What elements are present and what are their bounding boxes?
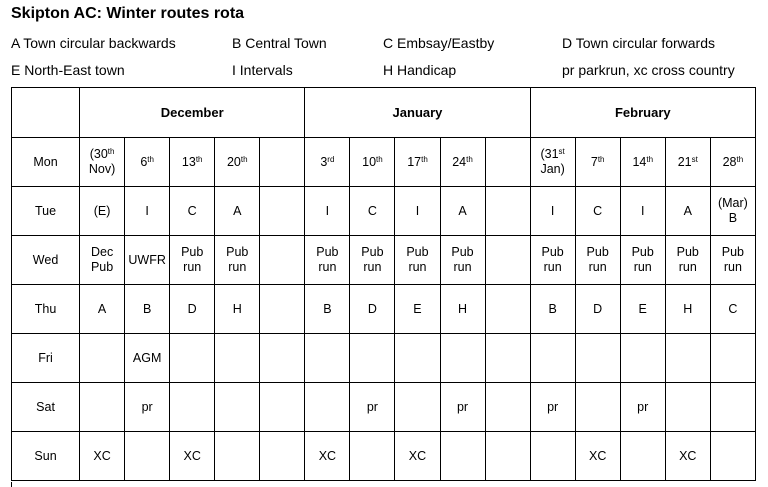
route-cell xyxy=(305,334,350,383)
rota-table xyxy=(11,87,756,481)
legend-pr-xc: pr parkrun, xc cross country xyxy=(562,62,735,78)
route-cell xyxy=(485,432,530,481)
route-cell: A xyxy=(440,187,485,236)
route-cell: B xyxy=(305,285,350,334)
route-cell xyxy=(215,432,260,481)
date-cell xyxy=(260,138,305,187)
day-label: Sun xyxy=(12,432,80,481)
route-cell xyxy=(485,334,530,383)
day-label: Tue xyxy=(12,187,80,236)
route-cell: C xyxy=(575,187,620,236)
route-cell: C xyxy=(350,187,395,236)
route-cell xyxy=(485,187,530,236)
route-cell xyxy=(80,334,125,383)
date-cell: 20th xyxy=(215,138,260,187)
route-cell: XC xyxy=(80,432,125,481)
route-cell xyxy=(215,383,260,432)
route-cell xyxy=(260,187,305,236)
date-cell: 21st xyxy=(665,138,710,187)
route-cell xyxy=(530,334,575,383)
route-cell: pr xyxy=(125,383,170,432)
table-row xyxy=(12,187,756,236)
legend-c: C Embsay/Eastby xyxy=(383,35,495,51)
route-cell: pr xyxy=(350,383,395,432)
route-cell xyxy=(440,432,485,481)
route-cell xyxy=(260,334,305,383)
table-row xyxy=(12,334,756,383)
date-cell: 28th xyxy=(710,138,755,187)
route-cell: (Mar) B xyxy=(710,187,755,236)
route-cell: XC xyxy=(665,432,710,481)
legend-h: H Handicap xyxy=(383,62,457,78)
date-cell: 7th xyxy=(575,138,620,187)
route-cell xyxy=(395,383,440,432)
route-cell: C xyxy=(170,187,215,236)
date-cell xyxy=(485,138,530,187)
route-cell: Pub run xyxy=(575,236,620,285)
date-cell: 14th xyxy=(620,138,665,187)
route-cell: pr xyxy=(530,383,575,432)
legend-a: A Town circular backwards xyxy=(11,35,176,51)
month-header-row xyxy=(12,88,756,138)
route-cell xyxy=(260,432,305,481)
route-cell xyxy=(485,236,530,285)
route-cell: I xyxy=(530,187,575,236)
route-cell: H xyxy=(665,285,710,334)
route-cell: D xyxy=(350,285,395,334)
legend-b: B Central Town xyxy=(232,35,327,51)
route-cell: AGM xyxy=(125,334,170,383)
date-cell: (31st Jan) xyxy=(530,138,575,187)
route-cell xyxy=(710,432,755,481)
route-cell: pr xyxy=(620,383,665,432)
route-cell xyxy=(170,334,215,383)
route-cell xyxy=(620,334,665,383)
route-cell: A xyxy=(215,187,260,236)
corner-cell xyxy=(12,88,80,138)
route-cell: I xyxy=(125,187,170,236)
route-cell: A xyxy=(665,187,710,236)
route-cell: Pub run xyxy=(710,236,755,285)
legend-d: D Town circular forwards xyxy=(562,35,716,51)
route-cell xyxy=(575,383,620,432)
table-row xyxy=(12,432,756,481)
mon-row xyxy=(12,138,756,187)
route-cell xyxy=(485,285,530,334)
route-cell xyxy=(665,334,710,383)
route-cell xyxy=(620,432,665,481)
route-cell xyxy=(80,383,125,432)
route-cell: XC xyxy=(575,432,620,481)
route-cell: H xyxy=(215,285,260,334)
route-cell: H xyxy=(440,285,485,334)
route-cell: (E) xyxy=(80,187,125,236)
route-cell: Pub run xyxy=(530,236,575,285)
month-january: January xyxy=(305,88,530,138)
date-cell: 6th xyxy=(125,138,170,187)
route-cell xyxy=(170,383,215,432)
route-cell xyxy=(125,432,170,481)
route-cell: Pub run xyxy=(170,236,215,285)
route-cell: Pub run xyxy=(350,236,395,285)
day-label: Wed xyxy=(12,236,80,285)
month-february: February xyxy=(530,88,755,138)
day-label: Fri xyxy=(12,334,80,383)
route-cell xyxy=(260,285,305,334)
legend-i: I Intervals xyxy=(232,62,293,78)
route-cell: B xyxy=(125,285,170,334)
page-edge xyxy=(11,482,12,487)
route-cell xyxy=(440,334,485,383)
route-cell: C xyxy=(710,285,755,334)
route-cell: Pub run xyxy=(665,236,710,285)
route-cell: A xyxy=(80,285,125,334)
day-label: Mon xyxy=(12,138,80,187)
route-cell: Dec Pub xyxy=(80,236,125,285)
rota-body xyxy=(12,187,756,481)
date-cell: 13th xyxy=(170,138,215,187)
route-cell xyxy=(710,334,755,383)
route-cell xyxy=(260,236,305,285)
route-cell xyxy=(575,334,620,383)
table-row xyxy=(12,285,756,334)
route-cell: I xyxy=(305,187,350,236)
route-cell xyxy=(530,432,575,481)
route-cell: Pub run xyxy=(395,236,440,285)
date-cell: (30th Nov) xyxy=(80,138,125,187)
route-cell xyxy=(710,383,755,432)
route-cell xyxy=(305,383,350,432)
route-cell: pr xyxy=(440,383,485,432)
table-row xyxy=(12,383,756,432)
route-cell: Pub run xyxy=(440,236,485,285)
legend-e: E North-East town xyxy=(11,62,125,78)
table-row xyxy=(12,236,756,285)
route-cell xyxy=(350,432,395,481)
route-cell xyxy=(260,383,305,432)
route-cell xyxy=(350,334,395,383)
route-cell: B xyxy=(530,285,575,334)
route-cell xyxy=(395,334,440,383)
route-cell: UWFR xyxy=(125,236,170,285)
route-cell: D xyxy=(170,285,215,334)
route-cell xyxy=(215,334,260,383)
route-cell: D xyxy=(575,285,620,334)
route-cell xyxy=(665,383,710,432)
route-cell: XC xyxy=(305,432,350,481)
day-label: Sat xyxy=(12,383,80,432)
route-cell: E xyxy=(395,285,440,334)
route-cell: XC xyxy=(395,432,440,481)
route-cell: I xyxy=(620,187,665,236)
route-cell: I xyxy=(395,187,440,236)
day-label: Thu xyxy=(12,285,80,334)
date-cell: 24th xyxy=(440,138,485,187)
date-cell: 17th xyxy=(395,138,440,187)
date-cell: 10th xyxy=(350,138,395,187)
route-cell: Pub run xyxy=(620,236,665,285)
date-cell: 3rd xyxy=(305,138,350,187)
month-december: December xyxy=(80,88,305,138)
page-title: Skipton AC: Winter routes rota xyxy=(11,5,245,22)
route-cell: XC xyxy=(170,432,215,481)
route-cell: E xyxy=(620,285,665,334)
route-cell: Pub run xyxy=(215,236,260,285)
route-cell xyxy=(485,383,530,432)
route-cell: Pub run xyxy=(305,236,350,285)
